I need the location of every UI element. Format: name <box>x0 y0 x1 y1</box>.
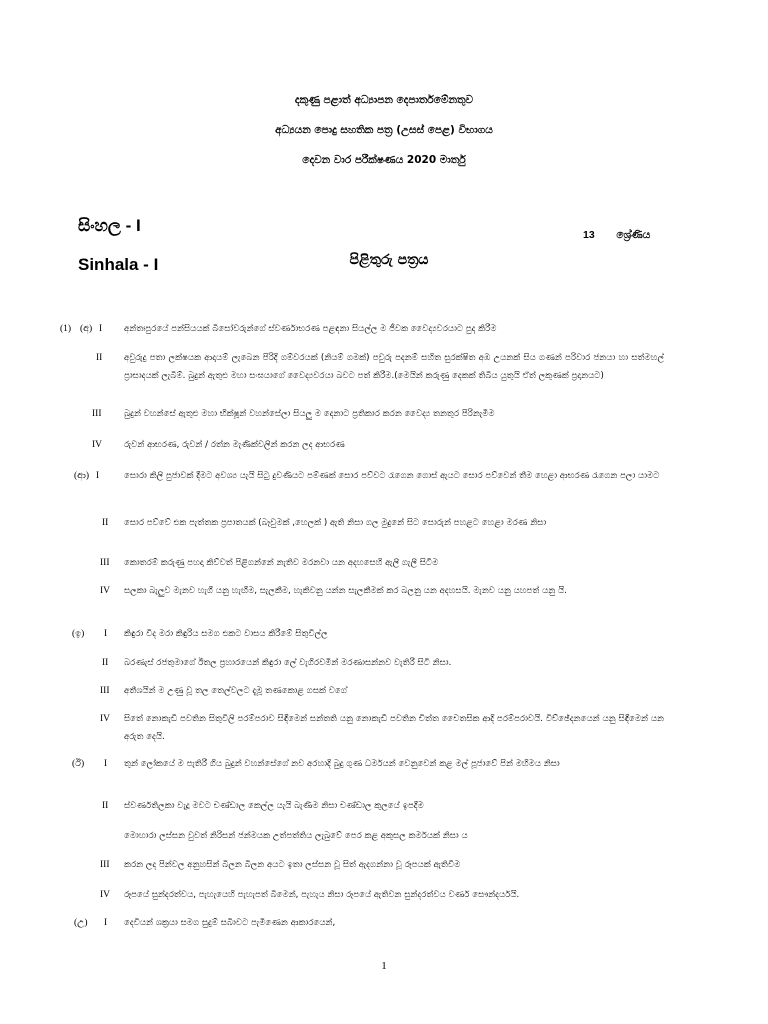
answer-text: ස්වර්ණතිලකා වැදූ මවට චණ්ඩාල කෙල්ල යැයි බැණීම නිසා චණ්ඩාල කුලයේ ඉපදීම <box>124 801 424 811</box>
roman-label: I <box>99 324 103 334</box>
answer-text: රූපයේ සුන්දරත්වය, පැහැයෙහි පැහැපත් බිමෙන්, පැහැය නිසා රූපයේ ඇතිවන සුන්දරත්වය වර්ණ සෞන්දර්යයි. <box>124 890 520 900</box>
answer-text: අන්තඃපුරයේ පන්සියයක් බිසෝවරුන්ගේ ස්වර්ණාභරණ පළඳනා සියල්ල ම ජීවක වෛද්‍යවරයාට පුද කිරීම <box>124 324 497 334</box>
answer-text: රුවන් ආභරණ, රුවන් / රත්න මැණික්වලින් කරන ලද ආභරණ <box>124 440 345 450</box>
answer-text: කොතරම් කරුණු පහදා කිව්වත් පිළිගන්නේ නැතිව මරනවා යන අදහසෙහි ඇලී ගැලී සිටීම <box>124 558 439 568</box>
roman-label: I <box>104 759 108 769</box>
answer-text: දෙවියන් ශක්‍රයා සමග සුදුම් සබිාවට පැමිණෙන ආකාරයෙන්, <box>124 918 336 928</box>
grade-number: 13 <box>583 229 595 241</box>
sub-question-label: (ආ) <box>74 471 90 481</box>
sub-question-label: (උ) <box>74 918 88 928</box>
sub-question-label: (ඊ) <box>72 759 85 769</box>
sub-question-label: (ඉ) <box>72 629 85 639</box>
answer-text: අතීශයින් ම උණු වූ තල තෙල්වලට දැමූ තණකොළ ගසක් වගේ <box>124 686 347 696</box>
subject-english: Sinhala - I <box>78 255 159 274</box>
paper-title: පිළිතුරු පත්‍රය <box>349 252 429 268</box>
roman-label: I <box>104 918 108 928</box>
answer-text: මොහාරා ලස්සන වුවත් නිරිසන් ජන්මයක උත්පත්තිය ලැබුවේ පෙර කළ අකුසල කර්මයක් නිසා ය <box>124 831 468 841</box>
subject-sinhala: සිංහල - I <box>78 216 141 235</box>
roman-label: III <box>100 558 110 568</box>
answer-text: බුදුන් වහන්සේ ඇතුළු මහා භික්ෂූන් වහන්සේලා සියලු ම දෙනාට ප්‍රතිකාර කරන වෛද්‍ය තනතුර පිරිනැමීම <box>124 409 495 419</box>
roman-label: IV <box>100 714 111 724</box>
answer-text: සලකා බැලුව මැනව හැගී යනු හැඟීම, සැලකීම, හැකිවනු යන්න සැලකීමක් කර බලනු යන අදහසයි. මැනව යනු යහපත් යනු යි. <box>124 586 567 596</box>
roman-label: III <box>100 860 110 870</box>
question-number: (1) <box>60 324 72 334</box>
roman-label: II <box>102 518 109 528</box>
term-test-date: දෙවන වාර පරීක්ෂණය 2020 මාර්තු <box>302 154 466 166</box>
grade-text: ශ්‍රේණිය <box>616 229 651 241</box>
roman-label: IV <box>100 890 111 900</box>
answer-text: සොරා කිලි පුජාවක් දීමට අවශ්‍ය යැයි සිටු දුවණියට පම්ණක් සොර පව්වට රැගෙන ගොස් ඇයට සොර පව්වෙන් තීම හෙළා ආභරණ රැගෙන පලා යාමට <box>124 471 660 481</box>
grade-label <box>583 229 650 242</box>
exam-name: අධ්‍යයන පොදු සහතික පත්‍ර (උසස් පෙළ) විභාගය <box>275 124 493 136</box>
answer-text: සිතේ නොකැඩී පවතින සිතුවිලි පරම්පරාව සිඳීමෙන් සන්තති යනු නොකැඩී පවතින චිත්ත චෛතසික ආදි පරම්පරාවයි. විච්ඡේදනයෙන් යනු සිඳීමෙන් යන අරුත දෙයි. <box>124 714 664 742</box>
roman-label: II <box>96 353 103 363</box>
answer-text: කිඳුරා විද මරා කිඳුරිය සමග එකට වාසය කිරීමේ සිතුවිල්ල <box>124 629 328 639</box>
roman-label: III <box>100 686 110 696</box>
page-number: 1 <box>381 960 387 972</box>
roman-label: I <box>104 629 108 639</box>
roman-label: II <box>102 658 109 668</box>
roman-label: III <box>92 409 102 419</box>
answer-text: බරණැස් රජතුමාගේ ඊතල ප්‍රහාරයෙන් කිඳුරා ලේ වැගිරවමින් මරණාසන්නව වැතිරී සිටි නිසා. <box>124 658 452 668</box>
roman-label: IV <box>100 586 111 596</box>
answer-text: සොර පව්වේ එක පැත්තක ප්‍රපාතයක් (බෑවුමක් ,හෙලක් ) ඇති නිසා ගල මුදුනේ සිට සොරුන් පහළට හෙළා මරණ නිසා <box>124 518 547 528</box>
roman-label: IV <box>92 440 103 450</box>
department-name: දකුණු පළාත් අධ්‍යාපන දෙපාර්තමේනතුව <box>294 94 474 106</box>
answer-text: අවුරුදු පතා ලක්ෂයක ආදායම් ලැබෙන පිරිදි ගම්වරයක් (නියම් ගමක්) පවුරු පදනම් සහිත සුරක්ෂිත අඹ උයනක් සිය ගණන් පරිවාර ජනයා හා සත්මහල් ප්‍රාසාදයක් ලැබීම්. බුදුන් ඇතුළු මහා සංඝයාගේ වෛද්‍යවරයා බවට පත් කිරීම.(මෙයින් කරුණු දෙකක් තිබීය යුතුයි ඒත් ලකුණක් ප්‍රදානයට) <box>124 353 665 381</box>
answer-text: තුන් ලෝකයේ ම පැතිරී ගිය බුදුන් වහන්සේගේ නව අරහාදි බුදු ගුණ ධර්මයන් වෙනුවෙන් කළ මල් පූජාවේ පින් මහිමය නිසා <box>124 759 560 769</box>
roman-label: I <box>96 471 100 481</box>
roman-label: II <box>102 801 109 811</box>
sub-question-label: (අ) <box>80 324 93 334</box>
answer-text: කරන ලද පින්වල අනුහසින් බිලන බිලන අයට ඉතා ලස්සන වූ සිත් ඇදගන්නා වූ රූපයක් ඇතිවීම <box>124 860 461 870</box>
